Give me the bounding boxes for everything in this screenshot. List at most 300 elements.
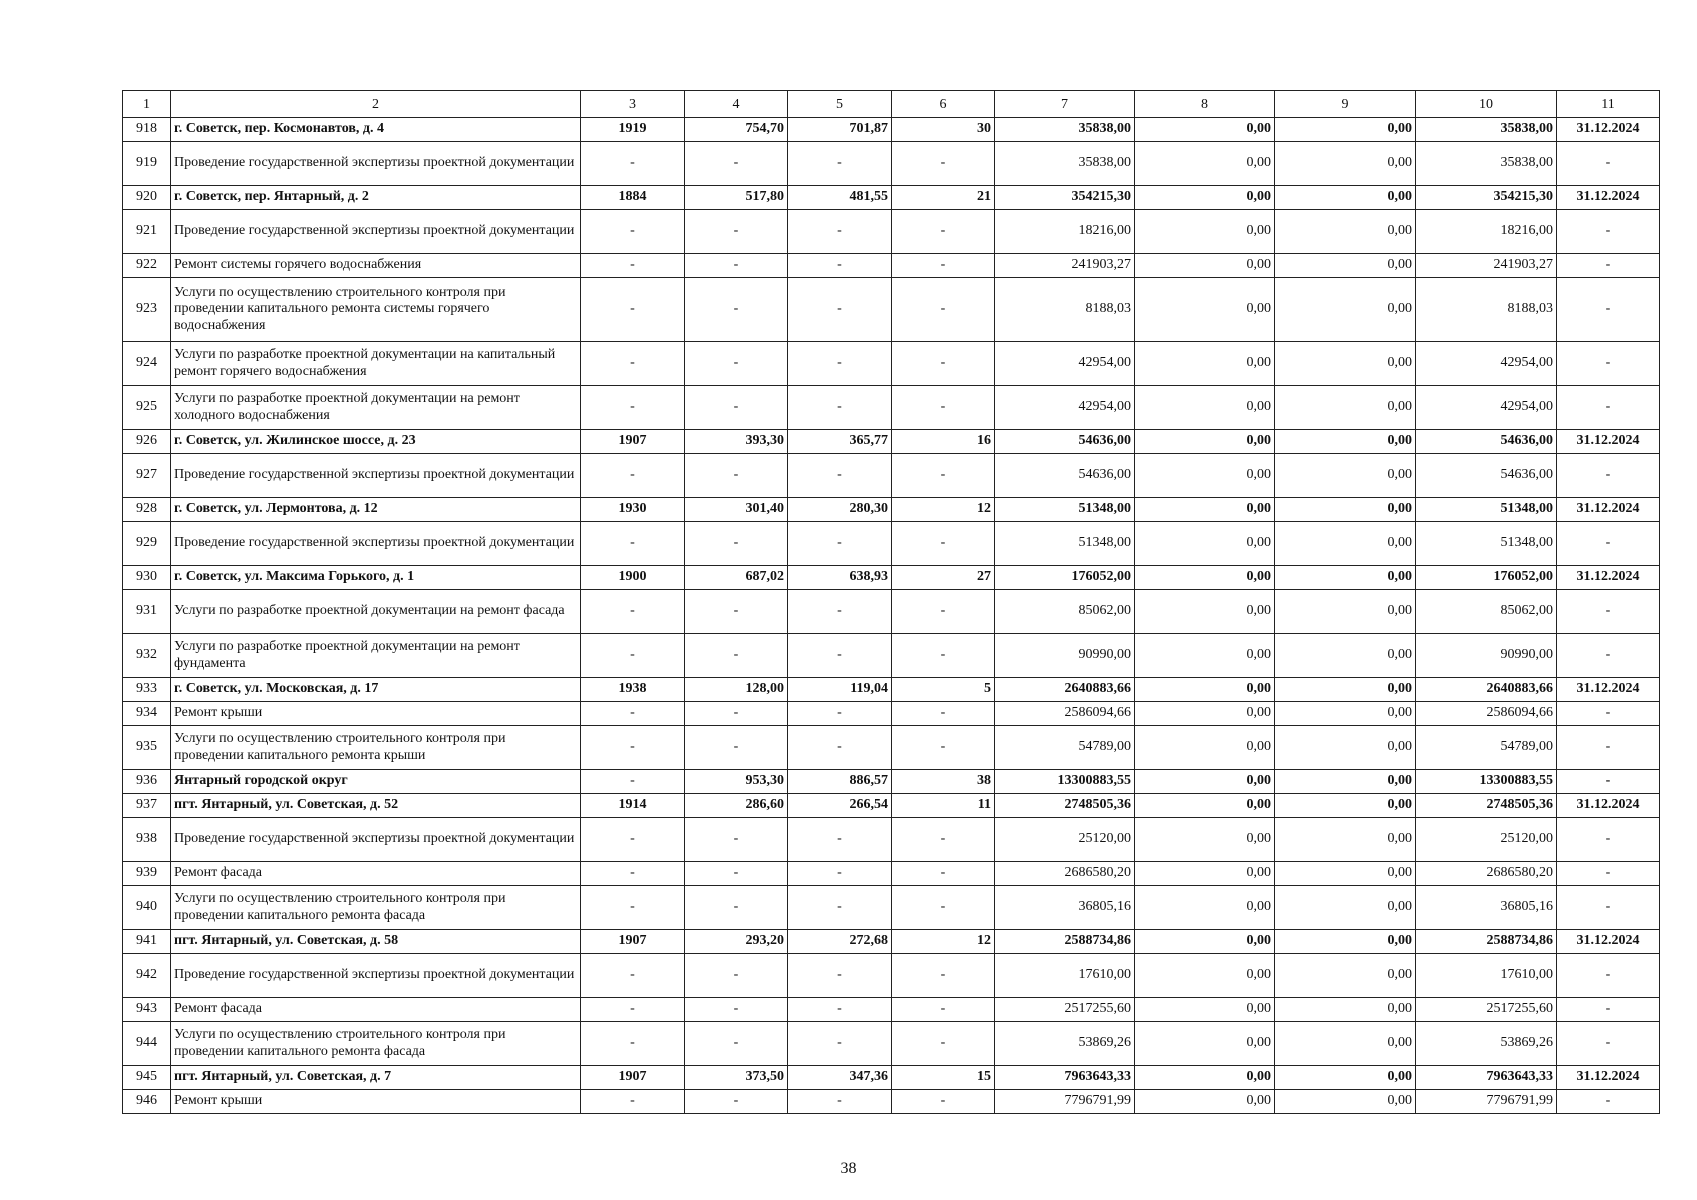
cell-budget-cost: 0,00 xyxy=(1275,770,1416,794)
cell-fund-cost: 0,00 xyxy=(1135,862,1275,886)
cell-total-cost: 7963643,33 xyxy=(995,1066,1135,1090)
cell-budget-cost: 0,00 xyxy=(1275,678,1416,702)
cell-living-area: - xyxy=(788,702,892,726)
capital-repair-table xyxy=(122,90,1660,1114)
cell-living-area: - xyxy=(788,862,892,886)
cell-deadline: 31.12.2024 xyxy=(1557,186,1660,210)
cell-budget-cost: 0,00 xyxy=(1275,954,1416,998)
cell-fund-cost: 0,00 xyxy=(1135,886,1275,930)
cell-budget-cost: 0,00 xyxy=(1275,566,1416,590)
cell-owners-cost: 18216,00 xyxy=(1416,210,1557,254)
cell-deadline: - xyxy=(1557,386,1660,430)
cell-total-cost: 35838,00 xyxy=(995,142,1135,186)
cell-row-number: 918 xyxy=(123,118,171,142)
cell-total-area: - xyxy=(685,862,788,886)
cell-year: 1907 xyxy=(581,930,685,954)
cell-row-number: 940 xyxy=(123,886,171,930)
cell-total-cost: 35838,00 xyxy=(995,118,1135,142)
cell-total-area: - xyxy=(685,254,788,278)
cell-total-cost: 51348,00 xyxy=(995,498,1135,522)
cell-living-area: - xyxy=(788,998,892,1022)
cell-budget-cost: 0,00 xyxy=(1275,702,1416,726)
cell-living-area: - xyxy=(788,210,892,254)
cell-residents: 16 xyxy=(892,430,995,454)
cell-total-cost: 90990,00 xyxy=(995,634,1135,678)
cell-deadline: - xyxy=(1557,886,1660,930)
cell-deadline: - xyxy=(1557,726,1660,770)
table-row xyxy=(123,522,1660,566)
cell-budget-cost: 0,00 xyxy=(1275,386,1416,430)
cell-year: - xyxy=(581,1090,685,1114)
cell-description: Услуги по разработке проектной документации на ремонт холодного водоснабжения xyxy=(171,386,581,430)
cell-living-area: 701,87 xyxy=(788,118,892,142)
cell-description: Ремонт фасада xyxy=(171,862,581,886)
cell-fund-cost: 0,00 xyxy=(1135,278,1275,342)
table-row xyxy=(123,794,1660,818)
cell-year: 1930 xyxy=(581,498,685,522)
cell-deadline: - xyxy=(1557,254,1660,278)
cell-description: Услуги по разработке проектной документации на ремонт фундамента xyxy=(171,634,581,678)
cell-total-area: - xyxy=(685,634,788,678)
cell-description: г. Советск, ул. Максима Горького, д. 1 xyxy=(171,566,581,590)
cell-owners-cost: 7796791,99 xyxy=(1416,1090,1557,1114)
cell-total-cost: 2588734,86 xyxy=(995,930,1135,954)
cell-residents: 12 xyxy=(892,498,995,522)
cell-total-cost: 2586094,66 xyxy=(995,702,1135,726)
cell-deadline: - xyxy=(1557,210,1660,254)
cell-residents: 30 xyxy=(892,118,995,142)
cell-living-area: 638,93 xyxy=(788,566,892,590)
cell-fund-cost: 0,00 xyxy=(1135,930,1275,954)
cell-deadline: - xyxy=(1557,142,1660,186)
cell-owners-cost: 176052,00 xyxy=(1416,566,1557,590)
cell-residents: 11 xyxy=(892,794,995,818)
cell-living-area: - xyxy=(788,142,892,186)
cell-living-area: - xyxy=(788,386,892,430)
cell-total-area: - xyxy=(685,818,788,862)
col-header-9: 9 xyxy=(1275,91,1416,118)
cell-total-cost: 85062,00 xyxy=(995,590,1135,634)
cell-total-cost: 354215,30 xyxy=(995,186,1135,210)
cell-total-area: - xyxy=(685,454,788,498)
cell-fund-cost: 0,00 xyxy=(1135,498,1275,522)
cell-total-cost: 51348,00 xyxy=(995,522,1135,566)
cell-total-cost: 2686580,20 xyxy=(995,862,1135,886)
cell-residents: - xyxy=(892,590,995,634)
cell-fund-cost: 0,00 xyxy=(1135,342,1275,386)
cell-total-cost: 42954,00 xyxy=(995,342,1135,386)
cell-deadline: 31.12.2024 xyxy=(1557,430,1660,454)
cell-living-area: - xyxy=(788,590,892,634)
cell-owners-cost: 17610,00 xyxy=(1416,954,1557,998)
cell-description: Услуги по осуществлению строительного контроля при проведении капитального ремонта фасада xyxy=(171,886,581,930)
cell-total-area: - xyxy=(685,1022,788,1066)
cell-deadline: 31.12.2024 xyxy=(1557,930,1660,954)
cell-owners-cost: 2517255,60 xyxy=(1416,998,1557,1022)
cell-fund-cost: 0,00 xyxy=(1135,522,1275,566)
cell-fund-cost: 0,00 xyxy=(1135,634,1275,678)
cell-living-area: - xyxy=(788,254,892,278)
table-row xyxy=(123,634,1660,678)
cell-budget-cost: 0,00 xyxy=(1275,342,1416,386)
cell-total-cost: 54789,00 xyxy=(995,726,1135,770)
cell-owners-cost: 35838,00 xyxy=(1416,118,1557,142)
table-row xyxy=(123,930,1660,954)
cell-living-area: - xyxy=(788,1022,892,1066)
cell-budget-cost: 0,00 xyxy=(1275,998,1416,1022)
cell-residents: - xyxy=(892,954,995,998)
cell-total-cost: 176052,00 xyxy=(995,566,1135,590)
cell-fund-cost: 0,00 xyxy=(1135,770,1275,794)
cell-fund-cost: 0,00 xyxy=(1135,430,1275,454)
cell-total-area: 687,02 xyxy=(685,566,788,590)
cell-owners-cost: 2640883,66 xyxy=(1416,678,1557,702)
cell-living-area: - xyxy=(788,454,892,498)
cell-budget-cost: 0,00 xyxy=(1275,1066,1416,1090)
cell-owners-cost: 13300883,55 xyxy=(1416,770,1557,794)
cell-year: - xyxy=(581,862,685,886)
cell-residents: - xyxy=(892,278,995,342)
cell-fund-cost: 0,00 xyxy=(1135,590,1275,634)
cell-total-area: 754,70 xyxy=(685,118,788,142)
cell-residents: - xyxy=(892,142,995,186)
cell-owners-cost: 51348,00 xyxy=(1416,498,1557,522)
cell-year: - xyxy=(581,954,685,998)
cell-living-area: 119,04 xyxy=(788,678,892,702)
cell-owners-cost: 42954,00 xyxy=(1416,342,1557,386)
cell-year: - xyxy=(581,210,685,254)
cell-owners-cost: 241903,27 xyxy=(1416,254,1557,278)
col-header-6: 6 xyxy=(892,91,995,118)
cell-total-cost: 2517255,60 xyxy=(995,998,1135,1022)
col-header-1: 1 xyxy=(123,91,171,118)
table-row xyxy=(123,118,1660,142)
cell-residents: - xyxy=(892,342,995,386)
cell-owners-cost: 7963643,33 xyxy=(1416,1066,1557,1090)
cell-residents: 21 xyxy=(892,186,995,210)
cell-row-number: 943 xyxy=(123,998,171,1022)
cell-budget-cost: 0,00 xyxy=(1275,522,1416,566)
cell-total-cost: 18216,00 xyxy=(995,210,1135,254)
cell-year: - xyxy=(581,634,685,678)
cell-description: Проведение государственной экспертизы проектной документации xyxy=(171,522,581,566)
cell-deadline: - xyxy=(1557,954,1660,998)
table-row xyxy=(123,186,1660,210)
cell-living-area: 280,30 xyxy=(788,498,892,522)
cell-row-number: 941 xyxy=(123,930,171,954)
cell-fund-cost: 0,00 xyxy=(1135,1066,1275,1090)
cell-budget-cost: 0,00 xyxy=(1275,1090,1416,1114)
cell-description: Услуги по разработке проектной документации на ремонт фасада xyxy=(171,590,581,634)
cell-owners-cost: 54636,00 xyxy=(1416,430,1557,454)
cell-total-area: - xyxy=(685,998,788,1022)
cell-description: пгт. Янтарный, ул. Советская, д. 52 xyxy=(171,794,581,818)
cell-living-area: - xyxy=(788,1090,892,1114)
cell-budget-cost: 0,00 xyxy=(1275,634,1416,678)
cell-residents: - xyxy=(892,702,995,726)
cell-owners-cost: 36805,16 xyxy=(1416,886,1557,930)
table-row xyxy=(123,278,1660,342)
cell-total-cost: 13300883,55 xyxy=(995,770,1135,794)
cell-budget-cost: 0,00 xyxy=(1275,454,1416,498)
cell-description: г. Советск, пер. Янтарный, д. 2 xyxy=(171,186,581,210)
cell-residents: 5 xyxy=(892,678,995,702)
table-row xyxy=(123,1066,1660,1090)
table-body xyxy=(123,91,1660,1114)
cell-row-number: 926 xyxy=(123,430,171,454)
cell-total-cost: 54636,00 xyxy=(995,430,1135,454)
cell-residents: - xyxy=(892,454,995,498)
cell-budget-cost: 0,00 xyxy=(1275,794,1416,818)
cell-description: г. Советск, ул. Лермонтова, д. 12 xyxy=(171,498,581,522)
cell-description: Услуги по разработке проектной документации на капитальный ремонт горячего водоснабжения xyxy=(171,342,581,386)
cell-budget-cost: 0,00 xyxy=(1275,590,1416,634)
table-row xyxy=(123,430,1660,454)
cell-year: - xyxy=(581,142,685,186)
cell-deadline: 31.12.2024 xyxy=(1557,1066,1660,1090)
cell-fund-cost: 0,00 xyxy=(1135,1090,1275,1114)
cell-row-number: 945 xyxy=(123,1066,171,1090)
table-row xyxy=(123,886,1660,930)
cell-description: г. Советск, ул. Московская, д. 17 xyxy=(171,678,581,702)
table-row xyxy=(123,142,1660,186)
cell-total-cost: 25120,00 xyxy=(995,818,1135,862)
cell-row-number: 922 xyxy=(123,254,171,278)
cell-row-number: 933 xyxy=(123,678,171,702)
cell-row-number: 937 xyxy=(123,794,171,818)
cell-budget-cost: 0,00 xyxy=(1275,818,1416,862)
cell-total-area: 286,60 xyxy=(685,794,788,818)
cell-row-number: 942 xyxy=(123,954,171,998)
cell-residents: - xyxy=(892,818,995,862)
cell-row-number: 927 xyxy=(123,454,171,498)
cell-year: - xyxy=(581,454,685,498)
cell-total-area: - xyxy=(685,142,788,186)
cell-total-cost: 7796791,99 xyxy=(995,1090,1135,1114)
cell-owners-cost: 2586094,66 xyxy=(1416,702,1557,726)
cell-residents: - xyxy=(892,386,995,430)
col-header-10: 10 xyxy=(1416,91,1557,118)
table-row xyxy=(123,342,1660,386)
cell-owners-cost: 54789,00 xyxy=(1416,726,1557,770)
cell-owners-cost: 354215,30 xyxy=(1416,186,1557,210)
col-header-7: 7 xyxy=(995,91,1135,118)
cell-deadline: - xyxy=(1557,522,1660,566)
cell-year: 1938 xyxy=(581,678,685,702)
table-row xyxy=(123,770,1660,794)
col-header-2: 2 xyxy=(171,91,581,118)
cell-total-cost: 2640883,66 xyxy=(995,678,1135,702)
cell-fund-cost: 0,00 xyxy=(1135,142,1275,186)
cell-description: г. Советск, пер. Космонавтов, д. 4 xyxy=(171,118,581,142)
cell-deadline: - xyxy=(1557,702,1660,726)
cell-total-cost: 241903,27 xyxy=(995,254,1135,278)
cell-deadline: - xyxy=(1557,342,1660,386)
cell-fund-cost: 0,00 xyxy=(1135,566,1275,590)
cell-total-area: - xyxy=(685,522,788,566)
cell-living-area: - xyxy=(788,634,892,678)
cell-budget-cost: 0,00 xyxy=(1275,186,1416,210)
cell-fund-cost: 0,00 xyxy=(1135,726,1275,770)
cell-fund-cost: 0,00 xyxy=(1135,386,1275,430)
cell-total-area: - xyxy=(685,954,788,998)
cell-residents: - xyxy=(892,254,995,278)
col-header-5: 5 xyxy=(788,91,892,118)
cell-description: Ремонт фасада xyxy=(171,998,581,1022)
cell-total-cost: 17610,00 xyxy=(995,954,1135,998)
cell-year: - xyxy=(581,254,685,278)
cell-description: Проведение государственной экспертизы проектной документации xyxy=(171,818,581,862)
cell-row-number: 924 xyxy=(123,342,171,386)
cell-total-area: 373,50 xyxy=(685,1066,788,1090)
cell-deadline: 31.12.2024 xyxy=(1557,118,1660,142)
cell-description: Проведение государственной экспертизы проектной документации xyxy=(171,954,581,998)
cell-description: Янтарный городской округ xyxy=(171,770,581,794)
col-header-11: 11 xyxy=(1557,91,1660,118)
cell-fund-cost: 0,00 xyxy=(1135,454,1275,498)
cell-total-cost: 53869,26 xyxy=(995,1022,1135,1066)
cell-description: пгт. Янтарный, ул. Советская, д. 58 xyxy=(171,930,581,954)
cell-fund-cost: 0,00 xyxy=(1135,702,1275,726)
table-row xyxy=(123,1022,1660,1066)
cell-residents: - xyxy=(892,1022,995,1066)
cell-year: 1900 xyxy=(581,566,685,590)
cell-living-area: - xyxy=(788,522,892,566)
cell-budget-cost: 0,00 xyxy=(1275,1022,1416,1066)
cell-row-number: 930 xyxy=(123,566,171,590)
cell-deadline: - xyxy=(1557,590,1660,634)
cell-total-area: - xyxy=(685,1090,788,1114)
table-row xyxy=(123,862,1660,886)
cell-living-area: 266,54 xyxy=(788,794,892,818)
cell-deadline: - xyxy=(1557,634,1660,678)
cell-total-cost: 54636,00 xyxy=(995,454,1135,498)
cell-total-area: - xyxy=(685,386,788,430)
cell-living-area: - xyxy=(788,954,892,998)
cell-owners-cost: 2588734,86 xyxy=(1416,930,1557,954)
cell-year: - xyxy=(581,998,685,1022)
table-row xyxy=(123,726,1660,770)
cell-row-number: 939 xyxy=(123,862,171,886)
cell-budget-cost: 0,00 xyxy=(1275,254,1416,278)
cell-deadline: 31.12.2024 xyxy=(1557,678,1660,702)
cell-row-number: 932 xyxy=(123,634,171,678)
cell-owners-cost: 8188,03 xyxy=(1416,278,1557,342)
cell-total-area: 953,30 xyxy=(685,770,788,794)
table-row xyxy=(123,998,1660,1022)
cell-description: Ремонт системы горячего водоснабжения xyxy=(171,254,581,278)
cell-total-area: - xyxy=(685,702,788,726)
cell-residents: - xyxy=(892,726,995,770)
cell-row-number: 938 xyxy=(123,818,171,862)
cell-living-area: - xyxy=(788,886,892,930)
table-row xyxy=(123,954,1660,998)
cell-description: Проведение государственной экспертизы проектной документации xyxy=(171,454,581,498)
table-row xyxy=(123,1090,1660,1114)
cell-residents: - xyxy=(892,210,995,254)
cell-fund-cost: 0,00 xyxy=(1135,186,1275,210)
cell-fund-cost: 0,00 xyxy=(1135,210,1275,254)
cell-deadline: - xyxy=(1557,278,1660,342)
cell-total-area: - xyxy=(685,590,788,634)
cell-year: - xyxy=(581,342,685,386)
page-number: 38 xyxy=(840,1160,857,1177)
cell-budget-cost: 0,00 xyxy=(1275,886,1416,930)
cell-residents: 12 xyxy=(892,930,995,954)
cell-total-cost: 8188,03 xyxy=(995,278,1135,342)
cell-budget-cost: 0,00 xyxy=(1275,210,1416,254)
cell-fund-cost: 0,00 xyxy=(1135,1022,1275,1066)
cell-owners-cost: 35838,00 xyxy=(1416,142,1557,186)
cell-year: - xyxy=(581,386,685,430)
cell-total-area: 128,00 xyxy=(685,678,788,702)
table-row xyxy=(123,498,1660,522)
cell-living-area: - xyxy=(788,818,892,862)
table-row xyxy=(123,254,1660,278)
cell-fund-cost: 0,00 xyxy=(1135,954,1275,998)
cell-description: г. Советск, ул. Жилинское шоссе, д. 23 xyxy=(171,430,581,454)
cell-row-number: 935 xyxy=(123,726,171,770)
table-row xyxy=(123,210,1660,254)
cell-budget-cost: 0,00 xyxy=(1275,930,1416,954)
cell-row-number: 928 xyxy=(123,498,171,522)
cell-living-area: 347,36 xyxy=(788,1066,892,1090)
cell-year: 1907 xyxy=(581,430,685,454)
cell-living-area: 365,77 xyxy=(788,430,892,454)
table-row xyxy=(123,702,1660,726)
cell-budget-cost: 0,00 xyxy=(1275,430,1416,454)
cell-deadline: 31.12.2024 xyxy=(1557,498,1660,522)
cell-fund-cost: 0,00 xyxy=(1135,118,1275,142)
cell-deadline: - xyxy=(1557,454,1660,498)
cell-owners-cost: 51348,00 xyxy=(1416,522,1557,566)
cell-owners-cost: 90990,00 xyxy=(1416,634,1557,678)
cell-year: - xyxy=(581,770,685,794)
cell-total-area: - xyxy=(685,210,788,254)
cell-owners-cost: 53869,26 xyxy=(1416,1022,1557,1066)
cell-total-area: 393,30 xyxy=(685,430,788,454)
cell-residents: - xyxy=(892,1090,995,1114)
cell-deadline: - xyxy=(1557,1090,1660,1114)
cell-total-area: 301,40 xyxy=(685,498,788,522)
cell-row-number: 920 xyxy=(123,186,171,210)
cell-row-number: 923 xyxy=(123,278,171,342)
col-header-3: 3 xyxy=(581,91,685,118)
cell-residents: 38 xyxy=(892,770,995,794)
cell-description: Проведение государственной экспертизы проектной документации xyxy=(171,210,581,254)
cell-fund-cost: 0,00 xyxy=(1135,794,1275,818)
cell-deadline: - xyxy=(1557,998,1660,1022)
cell-residents: - xyxy=(892,998,995,1022)
cell-description: Услуги по осуществлению строительного контроля при проведении капитального ремонта системы горячего водоснабжения xyxy=(171,278,581,342)
cell-total-cost: 42954,00 xyxy=(995,386,1135,430)
cell-year: 1884 xyxy=(581,186,685,210)
cell-year: 1919 xyxy=(581,118,685,142)
cell-residents: - xyxy=(892,634,995,678)
cell-living-area: 886,57 xyxy=(788,770,892,794)
cell-row-number: 925 xyxy=(123,386,171,430)
cell-budget-cost: 0,00 xyxy=(1275,726,1416,770)
cell-row-number: 934 xyxy=(123,702,171,726)
col-header-4: 4 xyxy=(685,91,788,118)
cell-owners-cost: 2748505,36 xyxy=(1416,794,1557,818)
cell-budget-cost: 0,00 xyxy=(1275,118,1416,142)
cell-living-area: 481,55 xyxy=(788,186,892,210)
cell-row-number: 946 xyxy=(123,1090,171,1114)
table-row xyxy=(123,818,1660,862)
cell-row-number: 929 xyxy=(123,522,171,566)
cell-owners-cost: 42954,00 xyxy=(1416,386,1557,430)
